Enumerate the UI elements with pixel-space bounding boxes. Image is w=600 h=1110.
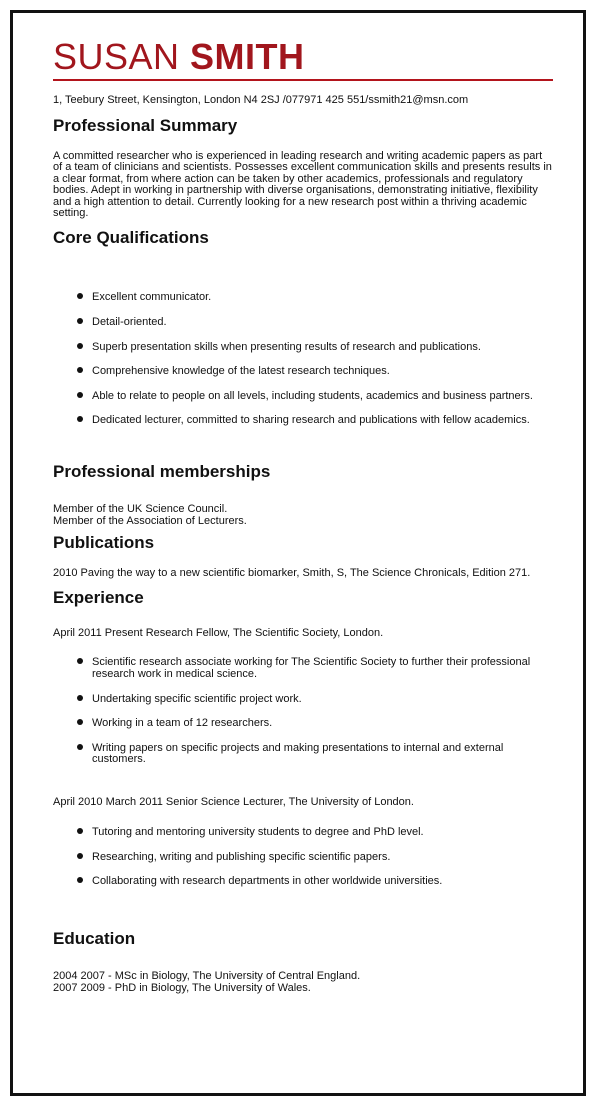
job-title-1: April 2011 Present Research Fellow, The Scientific Society, London. xyxy=(53,627,384,640)
list-item: Collaborating with research departments in other worldwide universities. xyxy=(53,876,553,888)
bullet-icon xyxy=(77,719,83,725)
summary-text: A committed researcher who is experienced in leading research and writing academic papers as part of a team of clinicians and scientists. Possesses excellent communication skills and presents results in a clear format, from where action can be taken by other academics, professionals and regulatory bodies. Adept in working in partnership with diverse organisations, demonstrating initiative, flexibility and a high attention to detail. Currently looking for a new research post within a thriving academic setting. xyxy=(53,150,552,220)
job-title-2: April 2010 March 2011 Senior Science Lecturer, The University of London. xyxy=(53,795,414,808)
list-item: Detail-oriented. xyxy=(53,317,553,329)
bullet-icon xyxy=(77,695,83,701)
contact-details: 1, Teebury Street, Kensington, London N4 2SJ /077971 425 551/ssmith21@msn.com xyxy=(53,94,469,106)
education-line: 2004 2007 - MSc in Biology, The University of Central England. xyxy=(53,969,361,982)
memberships-block xyxy=(53,503,553,527)
education-block xyxy=(53,970,553,994)
list-item: Excellent communicator. xyxy=(53,292,553,304)
list-item: Scientific research associate working for The Scientific Society to further their professional research work in medical science. xyxy=(53,657,553,680)
bullet-icon xyxy=(77,853,83,859)
candidate-name xyxy=(53,37,553,77)
first-name: SUSAN xyxy=(53,36,180,77)
job-2-duties xyxy=(53,827,553,888)
bullet-icon xyxy=(77,343,83,349)
list-item: Researching, writing and publishing specific scientific papers. xyxy=(53,852,553,864)
cv-frame xyxy=(10,10,586,1096)
list-item: Working in a team of 12 researchers. xyxy=(53,718,553,730)
list-item: Dedicated lecturer, committed to sharing research and publications with fellow academics. xyxy=(53,415,553,427)
summary-heading: Professional Summary xyxy=(53,116,238,135)
bullet-icon xyxy=(77,744,83,750)
bullet-icon xyxy=(77,416,83,422)
publications-heading: Publications xyxy=(53,533,155,552)
list-item: Comprehensive knowledge of the latest research techniques. xyxy=(53,366,553,378)
list-item: Able to relate to people on all levels, including students, academics and business partners. xyxy=(53,391,553,403)
publication-entry: 2010 Paving the way to a new scientific biomarker, Smith, S, The Science Chronicals, Edition 271. xyxy=(53,567,531,579)
bullet-icon xyxy=(77,828,83,834)
header-rule xyxy=(53,79,553,81)
list-item: Undertaking specific scientific project work. xyxy=(53,694,553,706)
qualifications-heading: Core Qualifications xyxy=(53,228,209,248)
memberships-heading: Professional memberships xyxy=(53,462,271,481)
bullet-icon xyxy=(77,367,83,373)
experience-heading: Experience xyxy=(53,588,144,608)
bullet-icon xyxy=(77,658,83,664)
bullet-icon xyxy=(77,293,83,299)
membership-line: Member of the UK Science Council. xyxy=(53,503,228,515)
list-item: Tutoring and mentoring university students to degree and PhD level. xyxy=(53,827,553,839)
list-item: Superb presentation skills when presenting results of research and publications. xyxy=(53,342,553,354)
qualifications-list xyxy=(53,292,553,427)
list-item: Writing papers on specific projects and making presentations to internal and external customers. xyxy=(53,743,553,766)
bullet-icon xyxy=(77,877,83,883)
last-name: SMITH xyxy=(190,36,305,77)
education-line: 2007 2009 - PhD in Biology, The University of Wales. xyxy=(53,981,311,994)
education-heading: Education xyxy=(53,928,136,948)
job-1-duties xyxy=(53,657,553,766)
membership-line: Member of the Association of Lecturers. xyxy=(53,515,247,527)
bullet-icon xyxy=(77,392,83,398)
cv-page xyxy=(53,37,553,994)
bullet-icon xyxy=(77,318,83,324)
